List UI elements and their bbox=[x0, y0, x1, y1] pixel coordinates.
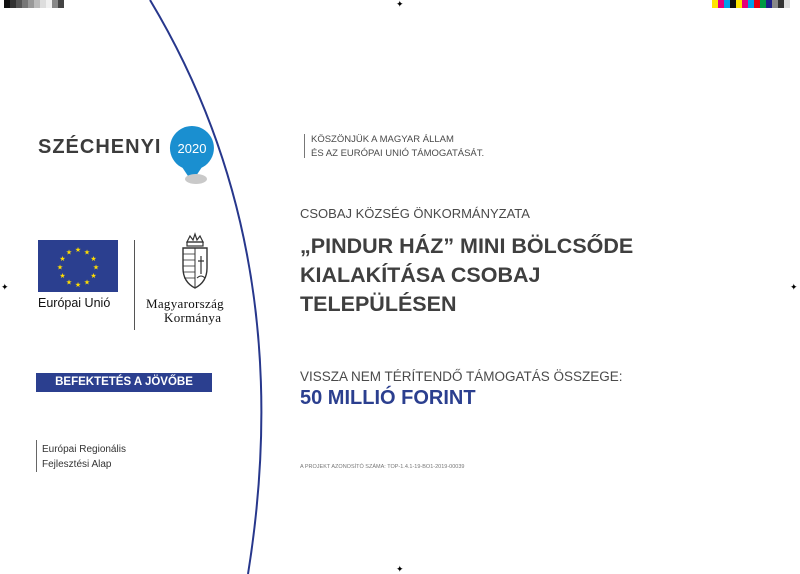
registration-mark-right: ✦ bbox=[790, 282, 798, 292]
svg-text:★: ★ bbox=[65, 248, 73, 257]
project-title-line2: KIALAKÍTÁSA CSOBAJ bbox=[300, 263, 541, 287]
project-title-line1: „PINDUR HÁZ” MINI BÖLCSŐDE bbox=[300, 234, 634, 258]
thanks-line1: KÖSZÖNJÜK A MAGYAR ÁLLAM bbox=[311, 134, 454, 145]
thanks-line2: ÉS AZ EURÓPAI UNIÓ TÁMOGATÁSÁT. bbox=[311, 148, 485, 159]
hungarian-coat-of-arms-icon bbox=[178, 232, 212, 292]
investment-slogan-banner: BEFEKTETÉS A JÖVŐBE bbox=[36, 373, 212, 392]
szechenyi-2020-pin-logo bbox=[168, 124, 216, 186]
fund-label-line2: Fejlesztési Alap bbox=[42, 459, 112, 470]
logo-divider bbox=[134, 240, 135, 330]
svg-text:★: ★ bbox=[90, 255, 97, 263]
eu-flag-icon bbox=[38, 240, 118, 292]
svg-text:★: ★ bbox=[56, 263, 64, 272]
thanks-divider bbox=[304, 134, 305, 158]
fund-label bbox=[42, 442, 126, 472]
project-title bbox=[300, 232, 780, 319]
registration-mark-bottom: ✦ bbox=[396, 564, 404, 574]
eu-label: Európai Unió bbox=[38, 296, 111, 310]
beneficiary-organization: CSOBAJ KÖZSÉG ÖNKORMÁNYZATA bbox=[300, 206, 530, 221]
svg-text:★: ★ bbox=[92, 263, 100, 272]
support-label: VISSZA NEM TÉRÍTENDŐ TÁMOGATÁS ÖSSZEGE: bbox=[300, 369, 623, 384]
fund-divider bbox=[36, 440, 37, 472]
fund-label-line1: Európai Regionális bbox=[42, 444, 126, 455]
svg-text:★: ★ bbox=[90, 272, 97, 280]
project-title-line3: TELEPÜLÉSEN bbox=[300, 292, 457, 316]
svg-text:★: ★ bbox=[83, 248, 91, 257]
project-id: A PROJEKT AZONOSÍTÓ SZÁMA: TOP-1.4.1-19-BO1-2019-00039 bbox=[300, 464, 465, 470]
svg-text:★: ★ bbox=[59, 272, 66, 280]
svg-text:★: ★ bbox=[65, 278, 73, 287]
registration-mark-top: ✦ bbox=[396, 0, 404, 9]
szechenyi-wordmark: SZÉCHENYI bbox=[38, 136, 162, 158]
szechenyi-year: 2020 bbox=[177, 141, 207, 156]
support-amount: 50 MILLIÓ FORINT bbox=[300, 387, 476, 409]
svg-text:★: ★ bbox=[83, 278, 91, 287]
registration-mark-left: ✦ bbox=[1, 282, 9, 292]
svg-text:★: ★ bbox=[74, 281, 82, 289]
svg-text:★: ★ bbox=[59, 255, 66, 263]
government-label-line1: Magyarország bbox=[146, 296, 224, 311]
svg-text:★: ★ bbox=[74, 246, 82, 254]
government-label-line2: Kormánya bbox=[164, 310, 222, 325]
thanks-text bbox=[311, 133, 484, 161]
